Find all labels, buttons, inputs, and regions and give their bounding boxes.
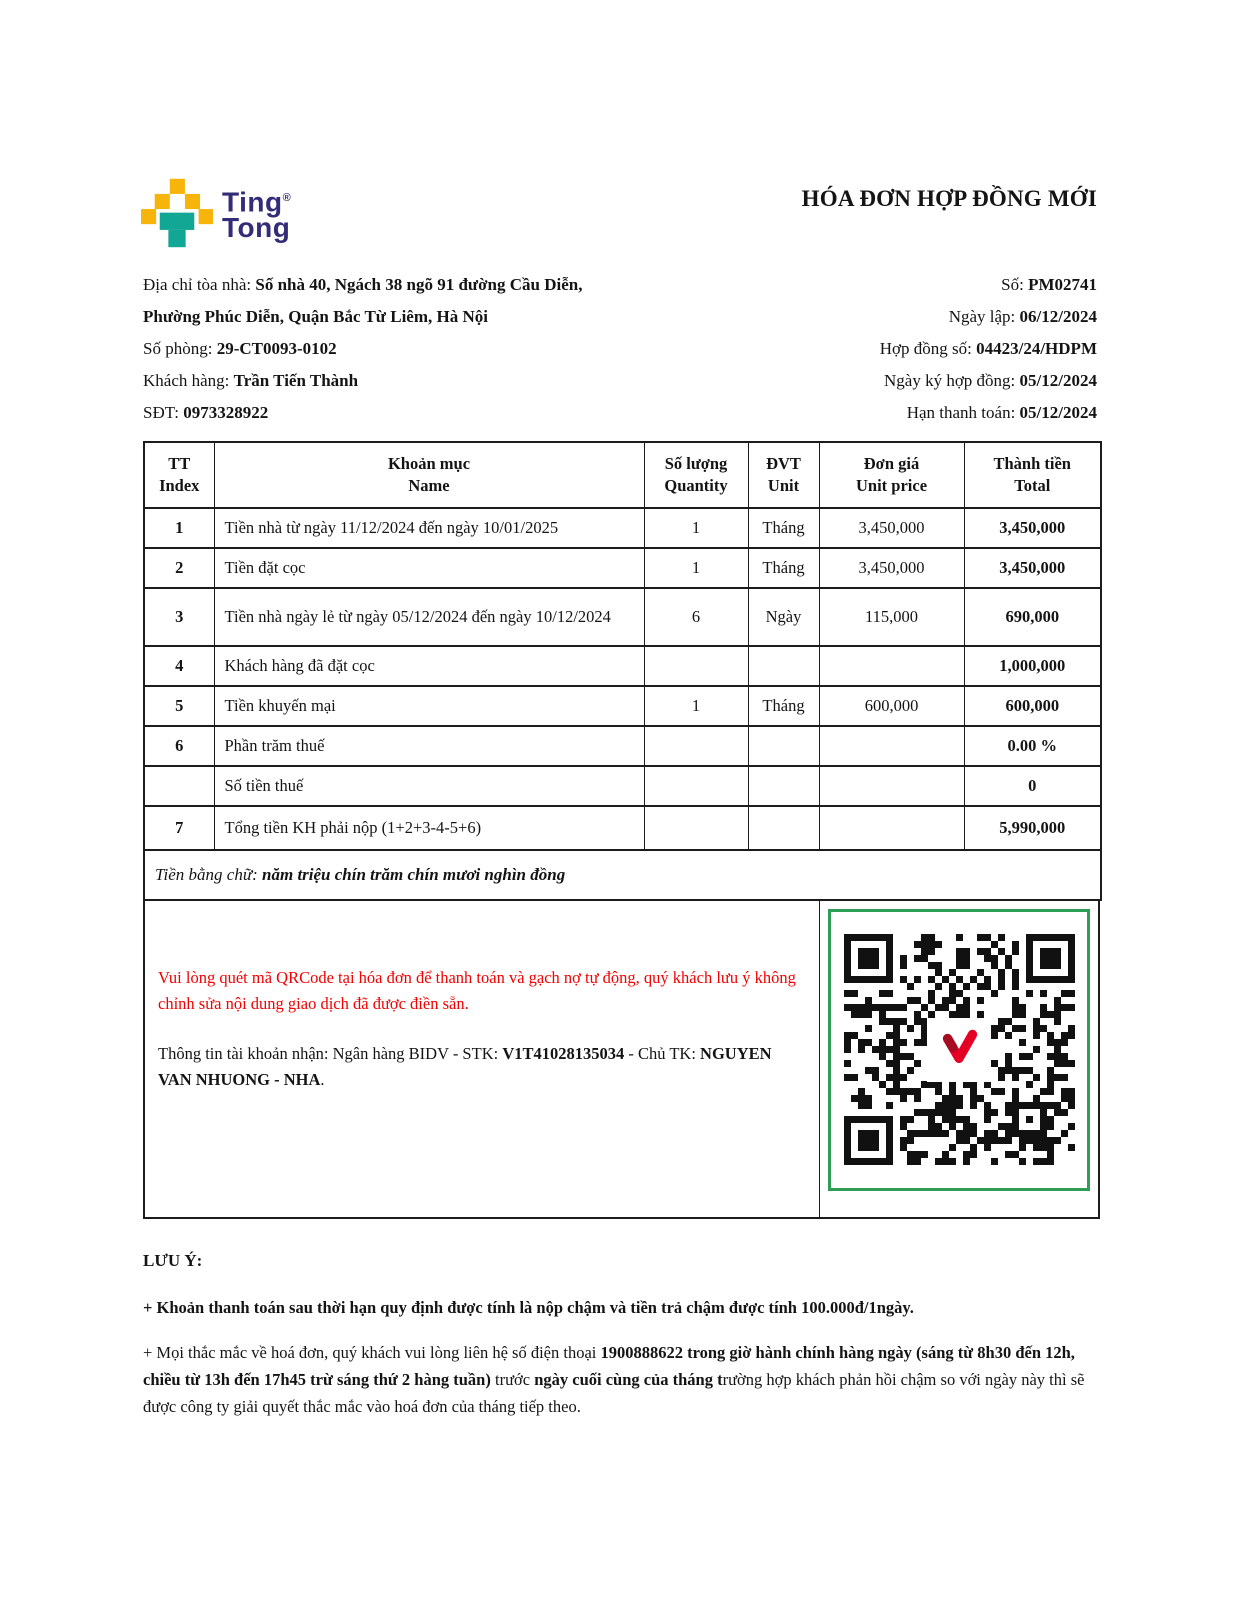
- row-name: Phần trăm thuế: [214, 726, 644, 766]
- row-qty: [644, 806, 748, 850]
- row-price: 115,000: [819, 588, 964, 646]
- table-row: [144, 686, 1101, 726]
- customer-phone: SĐT: 0973328922: [143, 403, 269, 422]
- row-name: Tiền khuyến mại: [214, 686, 644, 726]
- row-qty: 1: [644, 548, 748, 588]
- row-index: 7: [144, 806, 214, 850]
- footer-notes: [143, 1247, 1101, 1420]
- contract-number: Hợp đồng số: 04423/24/HDPM: [879, 339, 1097, 358]
- row-index: 1: [144, 508, 214, 548]
- payment-box: [143, 899, 1100, 1219]
- table-row: [144, 726, 1101, 766]
- table-row: [144, 508, 1101, 548]
- document-title: HÓA ĐƠN HỢP ĐỒNG MỚI: [801, 186, 1097, 211]
- row-qty: [644, 726, 748, 766]
- customer-name: Khách hàng: Trần Tiến Thành: [143, 371, 359, 390]
- row-unit: Tháng: [748, 548, 819, 588]
- header-total: Thành tiền Total: [964, 442, 1101, 508]
- row-name: Tiền nhà từ ngày 11/12/2024 đến ngày 10/01/2025: [214, 508, 644, 548]
- qr-cell: [820, 901, 1098, 1217]
- tingtong-pixel-icon: [141, 178, 213, 248]
- row-unit: Tháng: [748, 686, 819, 726]
- row-name: Khách hàng đã đặt cọc: [214, 646, 644, 686]
- brand-logo: [141, 178, 291, 248]
- qr-code-frame: [828, 909, 1090, 1191]
- account-number: V1T41028135034: [502, 1043, 625, 1063]
- row-total: 3,450,000: [964, 548, 1101, 588]
- row-index: 6: [144, 726, 214, 766]
- brand-line2: Tong: [222, 211, 291, 243]
- row-unit: [748, 766, 819, 806]
- building-address-line2: Phường Phúc Diễn, Quận Bắc Từ Liêm, Hà Nội: [143, 307, 488, 326]
- row-total: 690,000: [964, 588, 1101, 646]
- invoice-number: Số: PM02741: [1001, 275, 1097, 294]
- invoice-body: [143, 441, 1100, 1420]
- row-name: Tiền đặt cọc: [214, 548, 644, 588]
- issue-date: Ngày lập: 06/12/2024: [948, 307, 1097, 326]
- line-items-table: [143, 441, 1102, 901]
- notes-heading: LƯU Ý:: [143, 1250, 203, 1270]
- payment-instructions: [145, 901, 820, 1217]
- invoice-meta: [767, 269, 1097, 429]
- row-index: 5: [144, 686, 214, 726]
- amount-in-words: Tiền bằng chữ: năm triệu chín trăm chín mươi nghìn đồng: [144, 850, 1101, 900]
- row-name: Tiền nhà ngày lẻ từ ngày 05/12/2024 đến ngày 10/12/2024: [214, 588, 644, 646]
- row-qty: 6: [644, 588, 748, 646]
- room-number: Số phòng: 29-CT0093-0102: [143, 339, 337, 358]
- row-index: [144, 766, 214, 806]
- header-unit-price: Đơn giá Unit price: [819, 442, 964, 508]
- row-qty: 1: [644, 508, 748, 548]
- brand-name: [222, 186, 292, 243]
- account-holder: NGUYEN VAN NHUONG - NHA: [158, 1043, 772, 1089]
- registered-mark: ®: [282, 192, 292, 205]
- row-price: 3,450,000: [819, 548, 964, 588]
- row-unit: [748, 646, 819, 686]
- table-row: [144, 766, 1101, 806]
- qr-center-v-logo: [927, 1018, 991, 1082]
- row-unit: [748, 726, 819, 766]
- row-total: 1,000,000: [964, 646, 1101, 686]
- row-qty: 1: [644, 686, 748, 726]
- row-total: 0: [964, 766, 1101, 806]
- amount-in-words-row: [144, 850, 1101, 900]
- qr-warning-text: Vui lòng quét mã QRCode tại hóa đơn để thanh toán và gạch nợ tự động, quý khách lưu ý không chỉnh sửa nội dung giao dịch đã được điền sẵn.: [158, 967, 796, 1013]
- brand-line1: Ting: [222, 186, 283, 218]
- table-row-grand-total: [144, 806, 1101, 850]
- row-unit: Tháng: [748, 508, 819, 548]
- customer-info: [143, 269, 703, 429]
- row-price: [819, 726, 964, 766]
- row-index: 2: [144, 548, 214, 588]
- row-price: [819, 766, 964, 806]
- row-price: [819, 806, 964, 850]
- row-qty: [644, 646, 748, 686]
- table-row: [144, 588, 1101, 646]
- header-index: TT Index: [144, 442, 214, 508]
- hotline-note: + Mọi thắc mắc về hoá đơn, quý khách vui lòng liên hệ số điện thoại 1900888622 trong giờ hành chính hàng ngày (sáng từ 8h30 đến 12h, chiều từ 13h đến 17h45 trừ sáng thứ 2 hàng tuần) trước ngày cuối cùng của tháng trường hợp khách phản hồi chậm so với ngày này thì sẽ được công ty giải quyết thắc mắc vào hoá đơn của tháng tiếp theo.: [143, 1342, 1085, 1416]
- contract-sign-date: Ngày ký hợp đồng: 05/12/2024: [884, 371, 1097, 390]
- row-index: 3: [144, 588, 214, 646]
- table-header-row: [144, 442, 1101, 508]
- row-unit: Ngày: [748, 588, 819, 646]
- row-total: 5,990,000: [964, 806, 1101, 850]
- table-row: [144, 548, 1101, 588]
- late-payment-note: + Khoản thanh toán sau thời hạn quy định được tính là nộp chậm và tiền trả chậm được tính 100.000đ/1ngày.: [143, 1297, 914, 1317]
- header-quantity: Số lượng Quantity: [644, 442, 748, 508]
- row-name: Số tiền thuế: [214, 766, 644, 806]
- row-total: 3,450,000: [964, 508, 1101, 548]
- row-unit: [748, 806, 819, 850]
- row-total: 600,000: [964, 686, 1101, 726]
- row-price: 3,450,000: [819, 508, 964, 548]
- row-total: 0.00 %: [964, 726, 1101, 766]
- row-price: 600,000: [819, 686, 964, 726]
- row-index: 4: [144, 646, 214, 686]
- row-price: [819, 646, 964, 686]
- header-name: Khoản mục Name: [214, 442, 644, 508]
- header-unit: ĐVT Unit: [748, 442, 819, 508]
- row-name: Tổng tiền KH phải nộp (1+2+3-4-5+6): [214, 806, 644, 850]
- row-qty: [644, 766, 748, 806]
- building-address-line1: Địa chỉ tòa nhà: Số nhà 40, Ngách 38 ngõ 91 đường Cầu Diễn,: [143, 275, 583, 294]
- invoice-info: [143, 269, 1097, 429]
- table-row: [144, 646, 1101, 686]
- hotline-number: 1900888622 trong giờ hành chính hàng ngày (sáng từ 8h30 đến 12h, chiều từ 13h đến 17h45 trừ sáng thứ 2 hàng tuần): [143, 1342, 1075, 1389]
- bank-account-info: Thông tin tài khoản nhận: Ngân hàng BIDV - STK: V1T41028135034 - Chủ TK: NGUYEN VAN NHUONG - NHA.: [158, 1043, 772, 1089]
- payment-due-date: Hạn thanh toán: 05/12/2024: [906, 403, 1097, 422]
